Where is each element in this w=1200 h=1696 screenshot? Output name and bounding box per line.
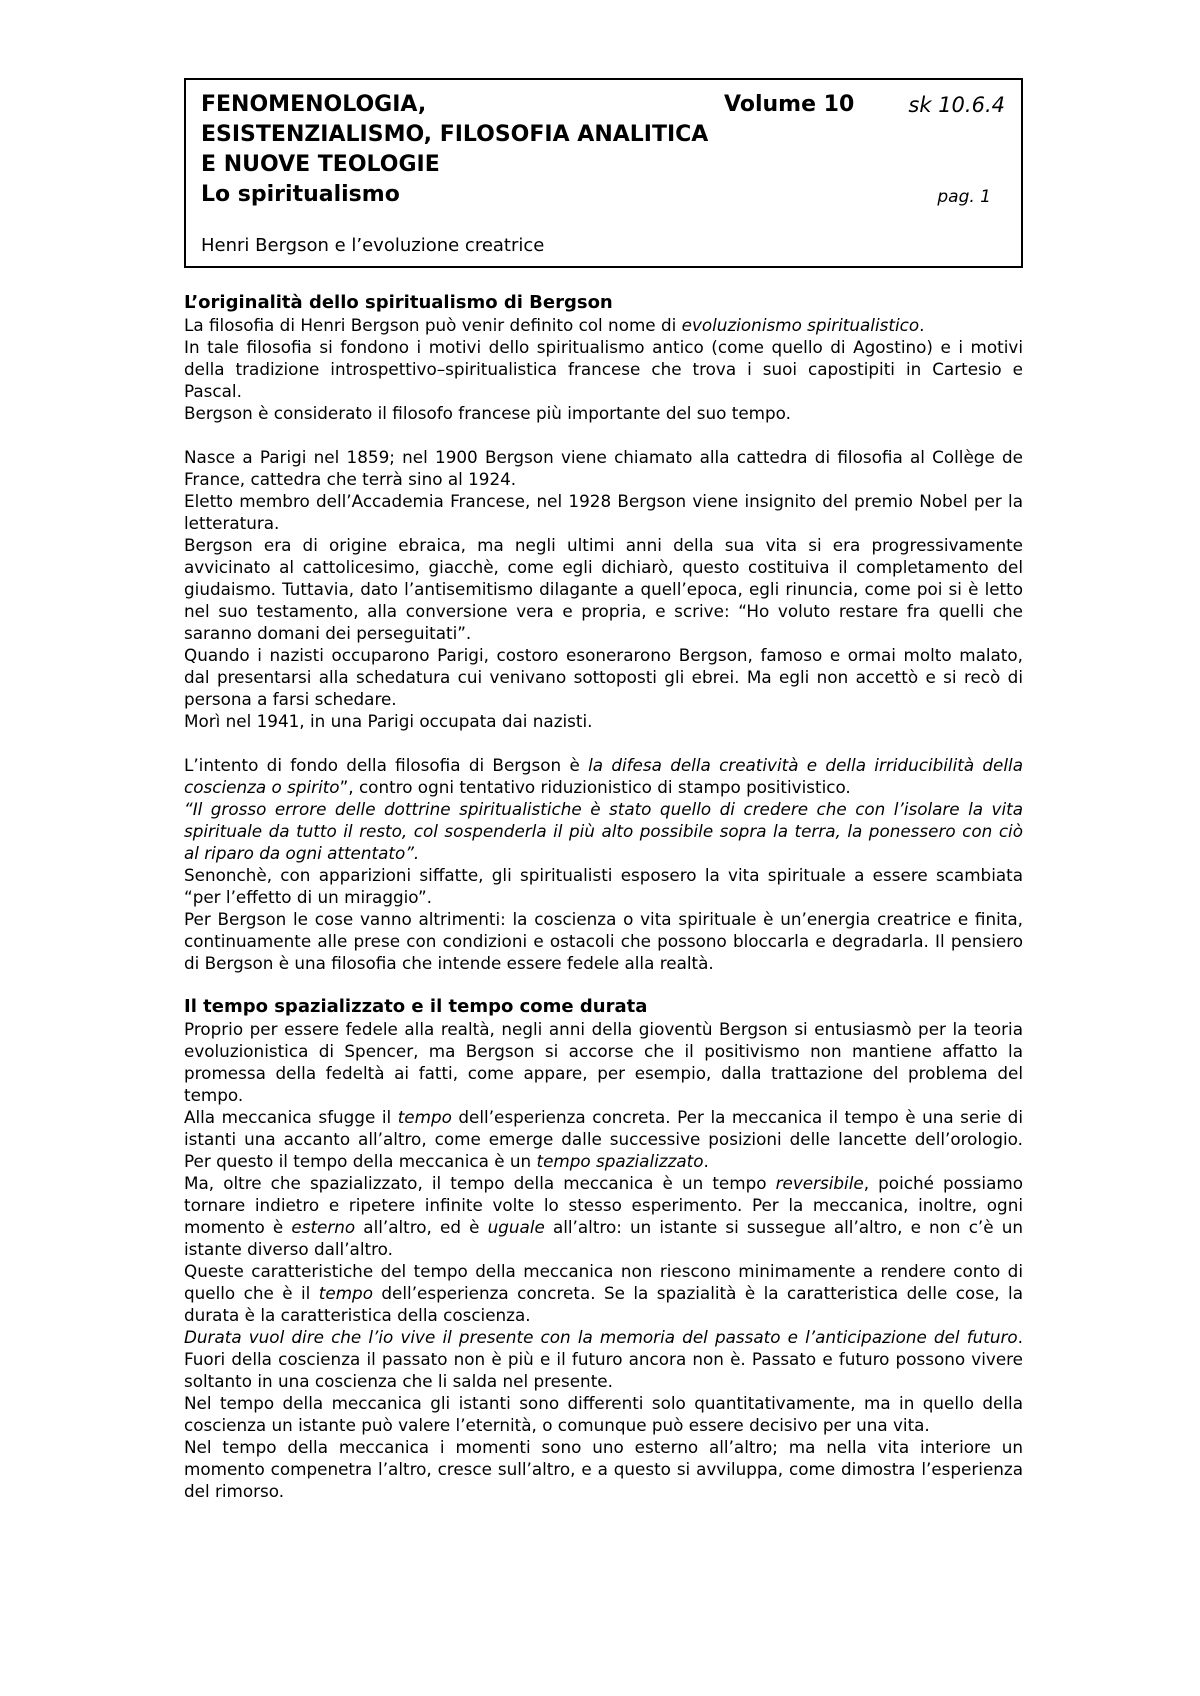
- paragraph: Alla meccanica sfugge il tempo dell’esperienza concreta. Per la meccanica il tempo è una serie di istanti una accanto all’altro, come emerge dalle successive posizioni delle lancette dell’orologio. Per questo il tempo della meccanica è un tempo spazializzato.: [184, 1107, 1023, 1171]
- paragraph: Proprio per essere fedele alla realtà, negli anni della gioventù Bergson si entusiasmò per la teoria evoluzionistica di Spencer, ma Bergson si accorse che il positivismo non mantiene affatto la promessa della fedeltà ai fatti, come appare, per esempio, dalla trattazione del problema del tempo.: [184, 1019, 1023, 1105]
- header-row-1: [201, 90, 1005, 120]
- header-subtitle: Henri Bergson e l’evoluzione creatrice: [201, 235, 545, 256]
- header-sk-code: sk 10.6.4: [908, 93, 1005, 117]
- paragraph: Nel tempo della meccanica gli istanti sono differenti solo quantitativamente, ma in quello della coscienza un istante può valere l’eternità, o comunque può essere decisivo per una vita.: [184, 1393, 1023, 1435]
- header-section: Lo spiritualismo: [201, 182, 400, 207]
- paragraph: La filosofia di Henri Bergson può venir definito col nome di evoluzionismo spiritualistico.: [184, 315, 925, 335]
- paragraph: Durata vuol dire che l’io vive il presente con la memoria del passato e l’anticipazione del futuro. Fuori della coscienza il passato non è più e il futuro ancora non è. Passato e futuro possono vivere soltanto in una coscienza che li salda nel presente.: [184, 1327, 1023, 1391]
- section-heading-originality: L’originalità dello spiritualismo di Bergson: [184, 292, 613, 313]
- paragraph: In tale filosofia si fondono i motivi dello spiritualismo antico (come quello di Agostino) e i motivi della tradizione introspettivo–spiritualistica francese che trova i suoi capostipiti in Cartesio e Pascal.: [184, 337, 1023, 401]
- paragraph: Senonchè, con apparizioni siffatte, gli spiritualisti esposero la vita spirituale a essere scambiata “per l’effetto di un miraggio”.: [184, 865, 1023, 907]
- paragraph: Ma, oltre che spazializzato, il tempo della meccanica è un tempo reversibile, poiché possiamo tornare indietro e ripetere infinite volte lo stesso esperimento. Per la meccanica, inoltre, ogni momento è esterno all’altro, ed è uguale all’altro: un istante si sussegue all’altro, e non c’è un istante diverso dall’altro.: [184, 1173, 1023, 1259]
- paragraph: Bergson era di origine ebraica, ma negli ultimi anni della sua vita si era progressivamente avvicinato al cattolicesimo, giacchè, come egli dichiarò, questo costituiva il completamento del giudaismo. Tuttavia, dato l’antisemitismo dilagante a quell’epoca, egli rinuncia, come poi si è letto nel suo testamento, alla conversione vera e propria, e scrive: “Ho voluto restare fra quelli che saranno domani dei perseguitati”.: [184, 535, 1023, 643]
- header-page-number: pag. 1: [937, 187, 991, 207]
- paragraph: Queste caratteristiche del tempo della meccanica non riescono minimamente a rendere conto di quello che è il tempo dell’esperienza concreta. Se la spazialità è la caratteristica delle cose, la durata è la caratteristica della coscienza.: [184, 1261, 1023, 1325]
- paragraph: Quando i nazisti occuparono Parigi, costoro esonerarono Bergson, famoso e ormai molto malato, dal presentarsi alla schedatura cui venivano sottoposti gli ebrei. Ma egli non accettò e si recò di persona a farsi schedare.: [184, 645, 1023, 709]
- quote-paragraph: “Il grosso errore delle dottrine spiritualistiche è stato quello di credere che con l’isolare la vita spirituale da tutto il resto, col sospenderla il più alto possibile sopra la terra, la ponessero con ciò al riparo da ogni attentato”.: [184, 799, 1023, 863]
- paragraph: Nasce a Parigi nel 1859; nel 1900 Bergson viene chiamato alla cattedra di filosofia al Collège de France, cattedra che terrà sino al 1924.: [184, 447, 1023, 489]
- header-title-line-2: ESISTENZIALISMO, FILOSOFIA ANALITICA: [201, 122, 709, 147]
- paragraph: Morì nel 1941, in una Parigi occupata dai nazisti.: [184, 711, 593, 731]
- paragraph: Bergson è considerato il filosofo francese più importante del suo tempo.: [184, 403, 791, 423]
- paragraph: Nel tempo della meccanica i momenti sono uno esterno all’altro; ma nella vita interiore un momento compenetra l’altro, cresce sull’altro, e a questo si avviluppa, come dimostra l’esperienza del rimorso.: [184, 1437, 1023, 1501]
- paragraph: Per Bergson le cose vanno altrimenti: la coscienza o vita spirituale è un’energia creatrice e finita, continuamente alle prese con condizioni e ostacoli che possono bloccarla e degradarla. Il pensiero di Bergson è una filosofia che intende essere fedele alla realtà.: [184, 909, 1023, 973]
- header-title-line-1: FENOMENOLOGIA,: [201, 92, 427, 117]
- header-row-4: [201, 180, 1005, 210]
- header-box: [184, 78, 1023, 268]
- paragraph: L’intento di fondo della filosofia di Bergson è la difesa della creatività e della irriducibilità della coscienza o spirito”, contro ogni tentativo riduzionistico di stampo positivistico.: [184, 755, 1023, 797]
- header-title-line-3: E NUOVE TEOLOGIE: [201, 152, 440, 177]
- paragraph: Eletto membro dell’Accademia Francese, nel 1928 Bergson viene insignito del premio Nobel per la letteratura.: [184, 491, 1023, 533]
- body-text: [184, 292, 1023, 1502]
- header-volume: Volume 10: [724, 92, 855, 117]
- section-heading-time: Il tempo spazializzato e il tempo come durata: [184, 996, 648, 1017]
